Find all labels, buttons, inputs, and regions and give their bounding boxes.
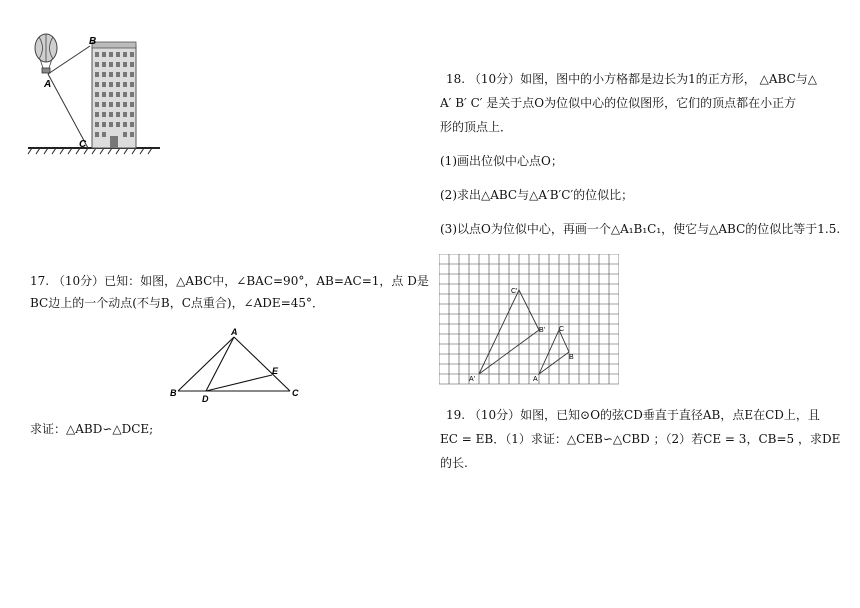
q19-line-1: 19. （10分）如图，已知⊙O的弦CD垂直于直径AB，点E在CD上，且 — [446, 408, 820, 422]
q17-label-b: B — [170, 388, 177, 398]
label-b: B — [89, 36, 97, 47]
q17-label-d: D — [202, 394, 209, 404]
q18-line-1: 18. （10分）如图，图中的小方格都是边长为1的正方形， △ABC与△ — [446, 72, 817, 86]
q17-label-a: A — [231, 327, 238, 337]
q17-triangle-figure — [168, 325, 308, 405]
label-b-prime: B′ — [539, 327, 545, 334]
q17-line-2: BC边上的一个动点(不与B，C点重合)，∠ADE=45°． — [30, 296, 325, 310]
q17-prove: 求证：△ABD∽△DCE; — [30, 422, 154, 436]
label-a-prime: A′ — [469, 376, 475, 383]
q18-grid-figure — [439, 254, 619, 386]
label-a: A — [44, 79, 52, 90]
q18-part-3: (3)以点O为位似中心，再画一个△A₁B₁C₁，使它与△ABC的位似比等于1.5. — [440, 222, 841, 236]
q17-label-c: C — [292, 388, 299, 398]
q18-line-2: A′ B′ C′ 是关于点O为位似中心的位似图形，它们的顶点都在小正方 — [440, 96, 797, 110]
balloon-building-figure — [24, 30, 164, 156]
label-c: C — [559, 326, 565, 333]
label-b: B — [569, 354, 574, 361]
q18-part-2: (2)求出△ABC与△A′B′C′的位似比； — [440, 188, 634, 202]
label-c-prime: C′ — [511, 288, 518, 295]
q18-line-3: 形的顶点上． — [440, 120, 513, 134]
q17-label-e: E — [272, 366, 279, 376]
label-c: C — [79, 139, 87, 150]
q18-part-1: (1)画出位似中心点O； — [440, 154, 563, 168]
q17-line-1: 17. （10分）已知：如图，△ABC中，∠BAC=90°，AB=AC=1，点 D是 — [30, 274, 429, 288]
q19-line-2: EC = EB．（1）求证：△CEB∽△CBD ；（2）若CE = 3，CB=5 ，求DE — [440, 432, 841, 446]
label-a: A — [533, 376, 538, 383]
q19-line-3: 的长. — [440, 456, 468, 470]
